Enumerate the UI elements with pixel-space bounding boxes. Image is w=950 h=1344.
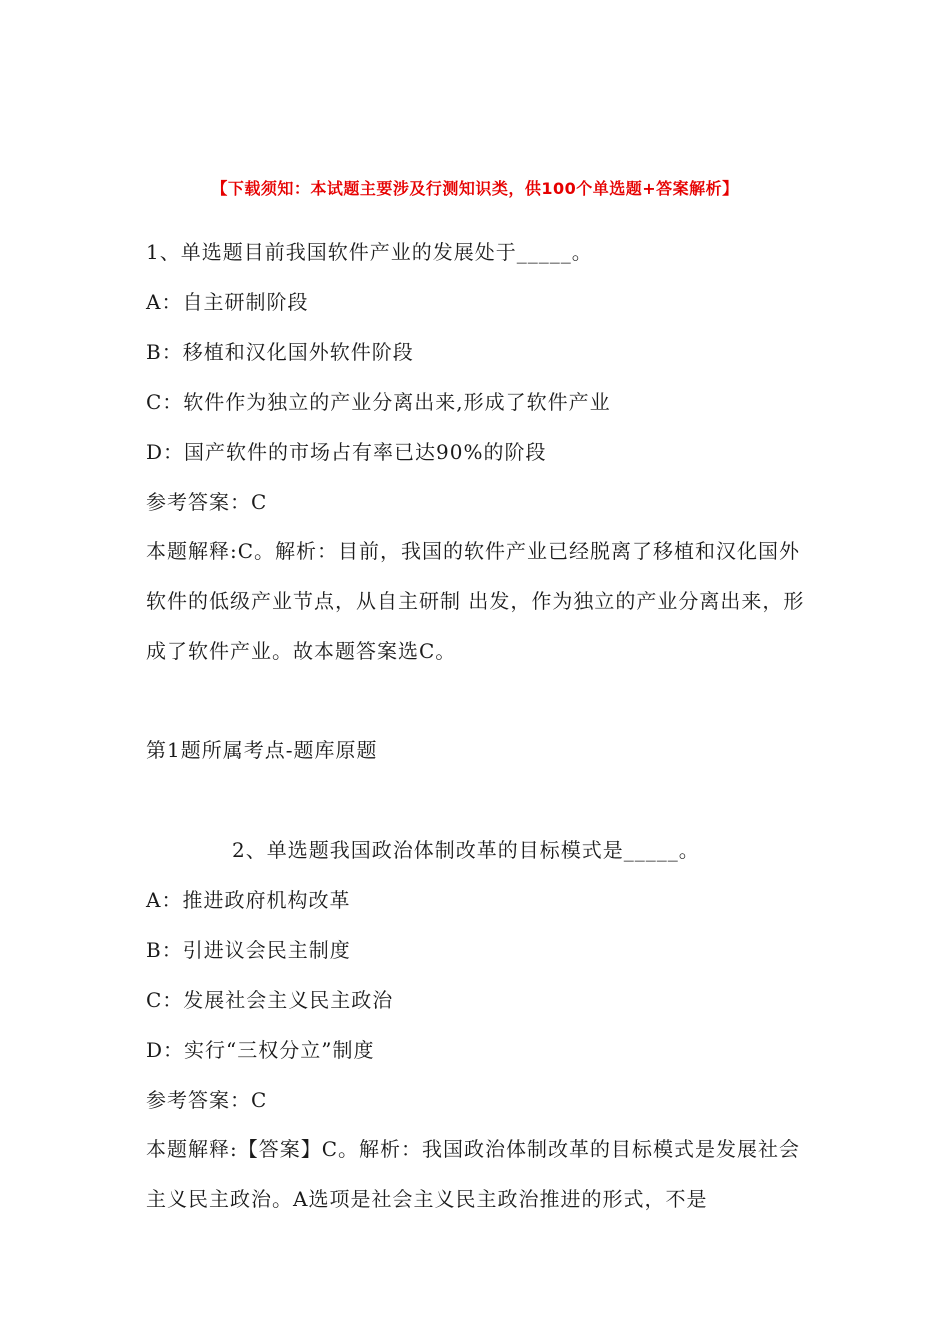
question-1-stem: 1、单选题目前我国软件产业的发展处于_____。 — [146, 240, 593, 264]
question-1-explanation: 本题解释:C。解析：目前，我国的软件产业已经脱离了移植和汉化国外软件的低级产业节点，从自主研制 出发，作为独立的产业分离出来，形成了软件产业。故本题答案选C。 — [146, 539, 805, 663]
question-2-option-a: A：推进政府机构改革 — [146, 888, 351, 912]
question-2-option-b: B：引进议会民主制度 — [146, 938, 351, 962]
question-2-answer: 参考答案：C — [146, 1088, 268, 1112]
question-1-option-a: A：自主研制阶段 — [146, 290, 309, 314]
question-1-option-d: D：国产软件的市场占有率已达90%的阶段 — [146, 440, 547, 464]
question-1-topic: 第1题所属考点-题库原题 — [146, 738, 378, 762]
question-2-explanation: 本题解释:【答案】C。解析：我国政治体制改革的目标模式是发展社会主义民主政治。A选项是社会主义民主政治推进的形式，不是 — [146, 1137, 801, 1211]
question-1-option-b: B：移植和汉化国外软件阶段 — [146, 340, 414, 364]
question-2-option-d: D：实行“三权分立”制度 — [146, 1038, 375, 1062]
download-notice: 【下载须知：本试题主要涉及行测知识类，供100个单选题+答案解析】 — [211, 179, 739, 198]
question-2-stem: 2、单选题我国政治体制改革的目标模式是_____。 — [232, 838, 700, 862]
question-1-option-c: C：软件作为独立的产业分离出来,形成了软件产业 — [146, 390, 611, 414]
question-1-answer: 参考答案：C — [146, 490, 268, 514]
question-2-option-c: C：发展社会主义民主政治 — [146, 988, 394, 1012]
